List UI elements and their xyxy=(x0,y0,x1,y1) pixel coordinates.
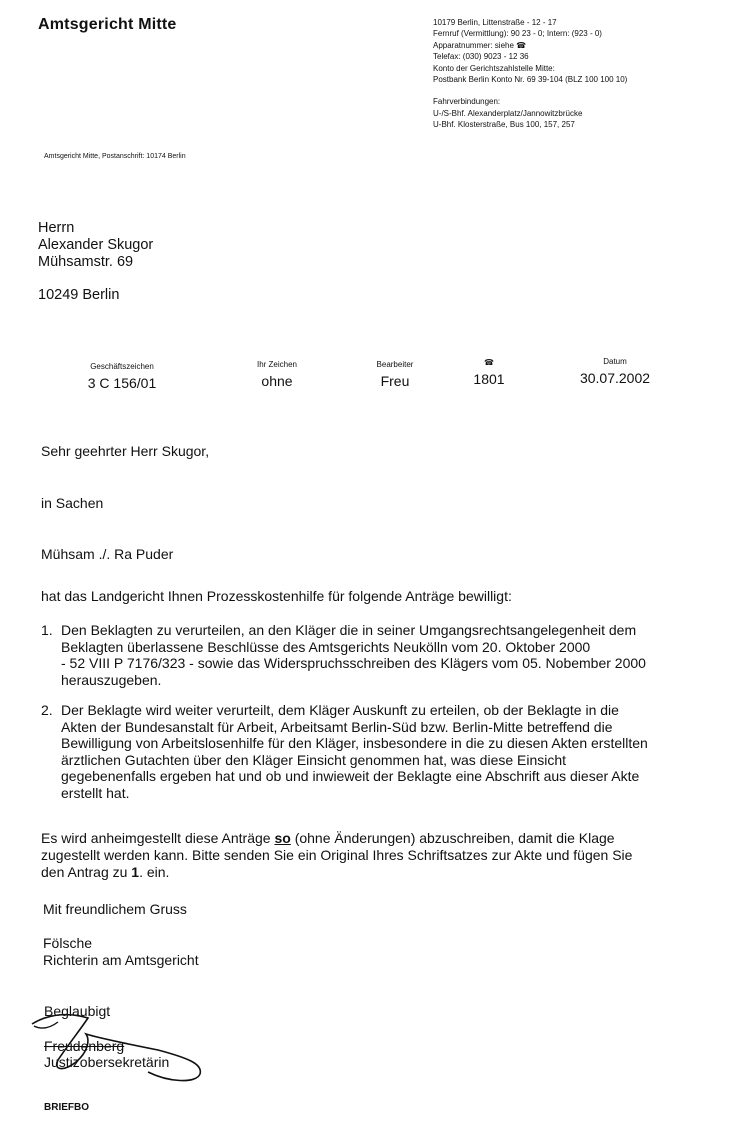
contact-line: Fernruf (Vermittlung): 90 23 - 0; Intern: (923 - 0) xyxy=(433,29,602,39)
clerk-name: Freudenberg xyxy=(44,1038,125,1054)
transport-line: U-/S-Bhf. Alexanderplatz/Jannowitzbrücke xyxy=(433,108,583,118)
motions-list xyxy=(41,622,721,801)
recipient-line: Mühsamstr. 69 xyxy=(38,254,134,270)
reference-label: Geschäftszeichen xyxy=(90,362,154,371)
footer-code: BRIEFBO xyxy=(44,1102,89,1113)
court-name: Amtsgericht Mitte xyxy=(38,16,177,33)
reference-phone xyxy=(429,358,549,388)
transport-line: Fahrverbindungen: xyxy=(433,97,501,107)
list-text xyxy=(61,702,721,801)
reference-value: 30.07.2002 xyxy=(579,370,651,386)
closing-text: . ein. xyxy=(139,864,170,880)
transport-line: U-Bhf. Klosterstraße, Bus 100, 157, 257 xyxy=(433,120,575,130)
list-line: gegebenenfalls ergeben hat und ob und inwieweit der Beklagte eine Abschrift aus dieser Akte xyxy=(61,768,640,784)
closing-line: zugestellt werden kann. Bitte senden Sie ein Original Ihres Schriftsatzes zur Akte und fügen Sie xyxy=(41,847,633,863)
judge-name: Fölsche xyxy=(43,935,93,951)
reference-case-number xyxy=(62,362,182,392)
list-line: Akten der Bundesanstalt für Arbeit, Arbeitsamt Berlin-Süd bzw. Berlin-Mitte betreffend die xyxy=(61,718,613,735)
closing-bold: 1 xyxy=(131,864,140,880)
recipient-line: Herrn xyxy=(38,220,75,236)
handwritten-signature xyxy=(28,1000,218,1085)
list-line: - 52 VIII P 7176/323 - sowie das Widerspruchsschreiben des Klägers vom 05. Nobember 2000 xyxy=(61,655,646,671)
recipient-line: Alexander Skugor xyxy=(38,237,154,253)
reference-date xyxy=(555,357,675,387)
reference-label: Bearbeiter xyxy=(376,360,414,369)
reference-label: Ihr Zeichen xyxy=(256,360,298,369)
certified-label: Beglaubigt xyxy=(44,1003,111,1019)
contact-line: Konto der Gerichtszahlstelle Mitte: xyxy=(433,63,555,73)
list-line: Bewilligung von Arbeitslosenhilfe für den Kläger, insbesondere in die zu diesen Akten erstellten xyxy=(61,735,648,751)
closing-paragraph xyxy=(41,830,711,881)
reference-value: 1801 xyxy=(473,371,505,387)
reference-value: 3 C 156/01 xyxy=(87,375,157,391)
judge-title: Richterin am Amtsgericht xyxy=(43,951,199,968)
return-address: Amtsgericht Mitte, Postanschrift: 10174 Berlin xyxy=(44,153,186,160)
closing-text: Es wird anheimgestellt diese Anträge xyxy=(41,830,275,846)
contact-line: Apparatnummer: siehe ☎ xyxy=(433,40,527,50)
contact-line: 10179 Berlin, Littenstraße - 12 - 17 xyxy=(433,18,557,27)
signature-stroke xyxy=(34,1022,58,1028)
closing-text: den Antrag zu xyxy=(41,864,132,880)
list-item xyxy=(41,622,721,688)
closing-line xyxy=(41,830,711,847)
court-contact-block xyxy=(433,17,627,131)
list-line: Der Beklagte wird weiter verurteilt, dem Kläger Auskunft zu erteilen, ob der Beklagte in die xyxy=(61,702,619,718)
list-line: Den Beklagten zu verurteilen, an den Kläger die in seiner Umgangsrechtsangelegenheit dem xyxy=(61,622,637,638)
closing-line xyxy=(41,864,711,881)
closing-emphasis: so xyxy=(274,830,291,846)
salutation: Sehr geehrter Herr Skugor, xyxy=(41,443,210,459)
list-line: herauszugeben. xyxy=(61,671,162,688)
phone-icon: ☎ xyxy=(484,358,494,367)
reference-your-reference xyxy=(217,360,337,390)
clerk-title: Justizobersekretärin xyxy=(44,1054,170,1070)
recipient-address xyxy=(38,220,153,304)
list-number: 2. xyxy=(41,702,53,718)
greeting: Mit freundlichem Gruss xyxy=(43,901,187,917)
list-line: erstellt hat. xyxy=(61,784,130,801)
list-item xyxy=(41,702,721,801)
reference-value: ohne xyxy=(261,373,293,389)
reference-value: Freu xyxy=(380,373,410,389)
signature-stroke xyxy=(32,1015,200,1081)
list-line: Beklagten überlassene Beschlüsse des Amtsgerichts Neukölln vom 20. Oktober 2000 xyxy=(61,638,591,655)
list-line: ärztlichen Gutachten über den Kläger Einsicht genommen hat, was diese Einsicht xyxy=(61,751,567,768)
recipient-city: 10249 Berlin xyxy=(38,287,120,303)
intro-text: hat das Landgericht Ihnen Prozesskostenhilfe für folgende Anträge bewilligt: xyxy=(41,588,512,604)
case-parties: Mühsam ./. Ra Puder xyxy=(41,546,174,562)
in-sachen: in Sachen xyxy=(41,495,104,511)
judge-block xyxy=(43,935,199,968)
closing-text: (ohne Änderungen) abzuschreiben, damit die Klage xyxy=(290,830,615,846)
contact-line: Postbank Berlin Konto Nr. 69 39-104 (BLZ 100 100 10) xyxy=(433,75,628,85)
list-number: 1. xyxy=(41,622,53,638)
reference-label: Datum xyxy=(603,357,627,366)
list-text xyxy=(61,622,721,688)
contact-line: Telefax: (030) 9023 - 12 36 xyxy=(433,52,529,62)
